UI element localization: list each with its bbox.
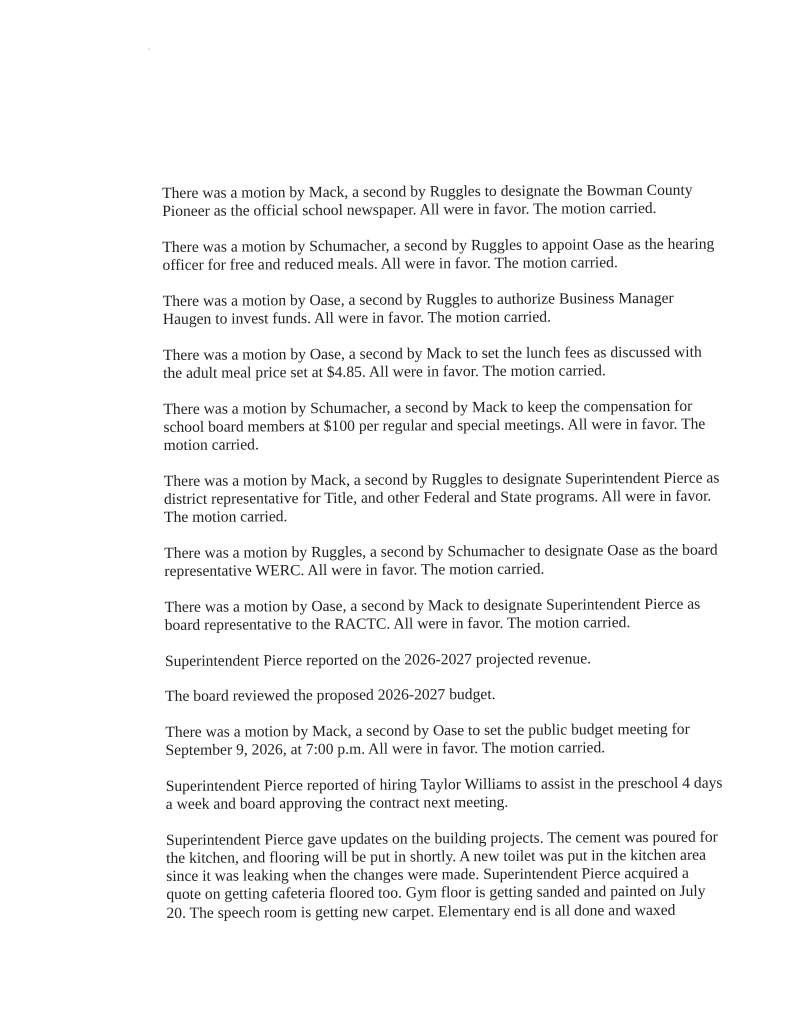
paragraph-district-representative-motion: There was a motion by Mack, a second by Ruggles to designate Superintendent Pierce as district representative for Title, and other Federal and State programs. All were in favor. The motion carried. <box>163 469 720 527</box>
scan-speck <box>148 48 150 50</box>
paragraph-building-projects: Superintendent Pierce gave updates on the building projects. The cement was poured for the kitchen, and flooring will be put in shortly. A new toilet was put in the kitchen area since it was leaking when the changes were made. Superintendent Pierce acquired a quote on getting cafeteria floored too. Gym floor is getting sanded and painted on July 20. The speech room is getting new carpet. Elementary end is all done and waxed <box>165 828 718 922</box>
paragraph-werc-motion: There was a motion by Ruggles, a second by Schumacher to designate Oase as the board representative WERC. All were in favor. The motion carried. <box>164 541 718 581</box>
paragraph-compensation-motion: There was a motion by Schumacher, a second by Mack to keep the compensation for school board members at $100 per regular and special meetings. All were in favor. The motion carried. <box>163 397 706 455</box>
paragraph-lunch-fees-motion: There was a motion by Oase, a second by Mack to set the lunch fees as discussed with the adult meal price set at $4.85. All were in favor. The motion carried. <box>162 343 702 382</box>
paragraph-invest-funds-motion: There was a motion by Oase, a second by Ruggles to authorize Business Manager Haugen to invest funds. All were in favor. The motion carried. <box>162 289 674 329</box>
paragraph-newspaper-motion: There was a motion by Mack, a second by Ruggles to designate the Bowman County Pioneer as the official school newspaper. All were in favor. The motion carried. <box>162 181 693 221</box>
paragraph-budget-review: The board reviewed the proposed 2026-2027 budget. <box>165 686 496 706</box>
minutes-body <box>162 182 727 941</box>
paragraph-hearing-officer-motion: There was a motion by Schumacher, a second by Ruggles to appoint Oase as the hearing officer for free and reduced meals. All were in favor. The motion carried. <box>162 235 715 275</box>
paragraph-projected-revenue: Superintendent Pierce reported on the 2026-2027 projected revenue. <box>164 650 592 670</box>
paragraph-budget-meeting-motion: There was a motion by Mack, a second by Oase to set the public budget meeting for September 9, 2026, at 7:00 p.m. All were in favor. The motion carried. <box>165 720 690 760</box>
paragraph-preschool-hiring: Superintendent Pierce reported of hiring Taylor Williams to assist in the preschool 4 days a week and board approving the contract next meeting. <box>165 774 723 814</box>
paragraph-ractc-motion: There was a motion by Oase, a second by Mack to designate Superintendent Pierce as board representative to the RACTC. All were in favor. The motion carried. <box>164 595 701 634</box>
